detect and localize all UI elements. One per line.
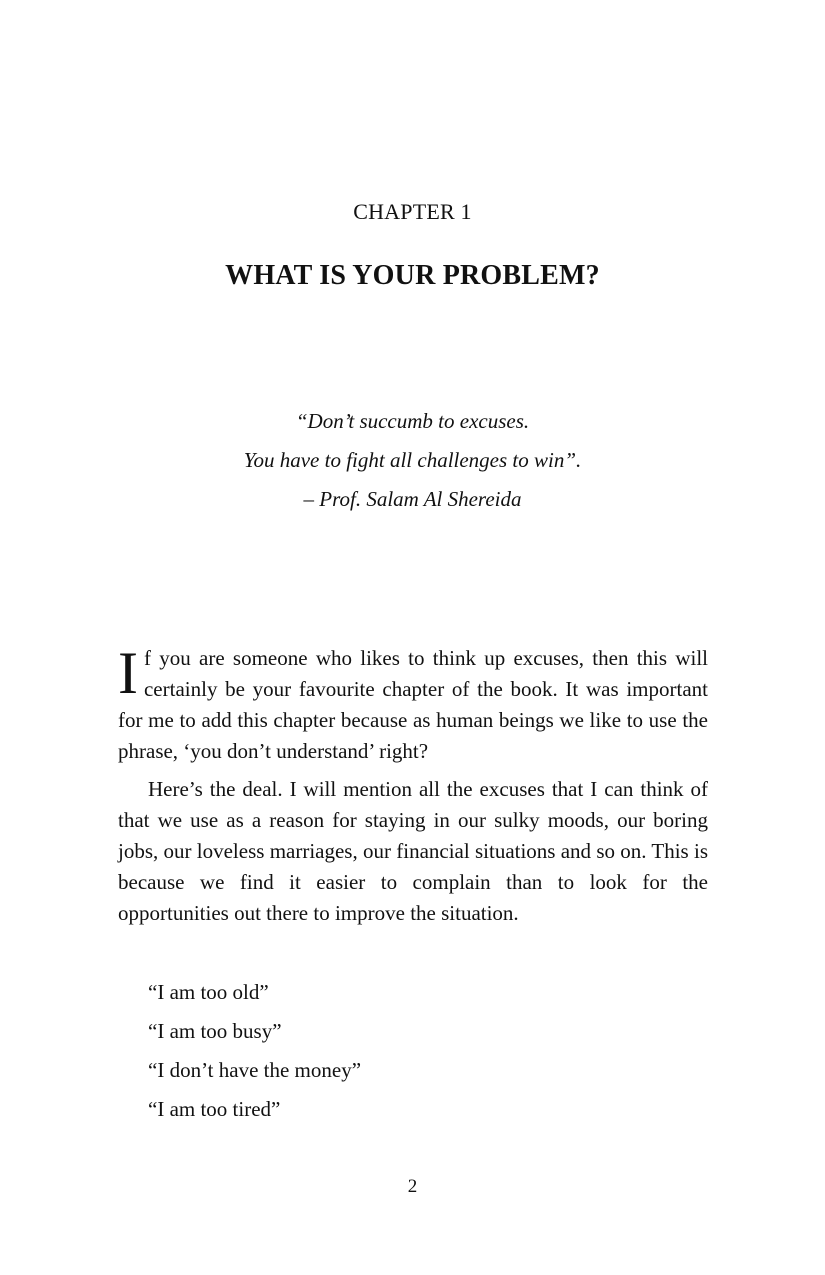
epigraph (0, 405, 825, 522)
chapter-title: WHAT IS YOUR PROBLEM? (225, 260, 600, 291)
body-paragraph-1 (118, 640, 708, 767)
epigraph-attribution: – Prof. Salam Al Shereida (303, 487, 522, 511)
body-paragraph-2: Here’s the deal. I will mention all the excuses that I can think of that we use as a reason for staying in our sulky moods, our boring jobs, our loveless marriages, our financial situations and so on. This is because we find it easier to complain than to look for the opportunities out there to improve the situation. (118, 777, 708, 925)
excuse-item: “I don’t have the money” (148, 1058, 362, 1082)
drop-cap: I (118, 640, 138, 706)
excuse-item: “I am too busy” (148, 1019, 282, 1043)
epigraph-line-1: “Don’t succumb to excuses. (295, 409, 530, 433)
epigraph-line-2: You have to fight all challenges to win”. (243, 448, 582, 472)
chapter-label: CHAPTER 1 (353, 199, 472, 224)
excuse-item: “I am too tired” (148, 1097, 281, 1121)
page-number: 2 (407, 1176, 418, 1197)
paragraph-1-text: f you are someone who likes to think up excuses, then this will certainly be your favourite chapter of the book. It was important for me to add this chapter because as human beings we like to use the phrase, ‘you don’t understand’ right? (118, 646, 708, 763)
excuse-list (148, 977, 361, 1133)
excuse-item: “I am too old” (148, 980, 269, 1004)
